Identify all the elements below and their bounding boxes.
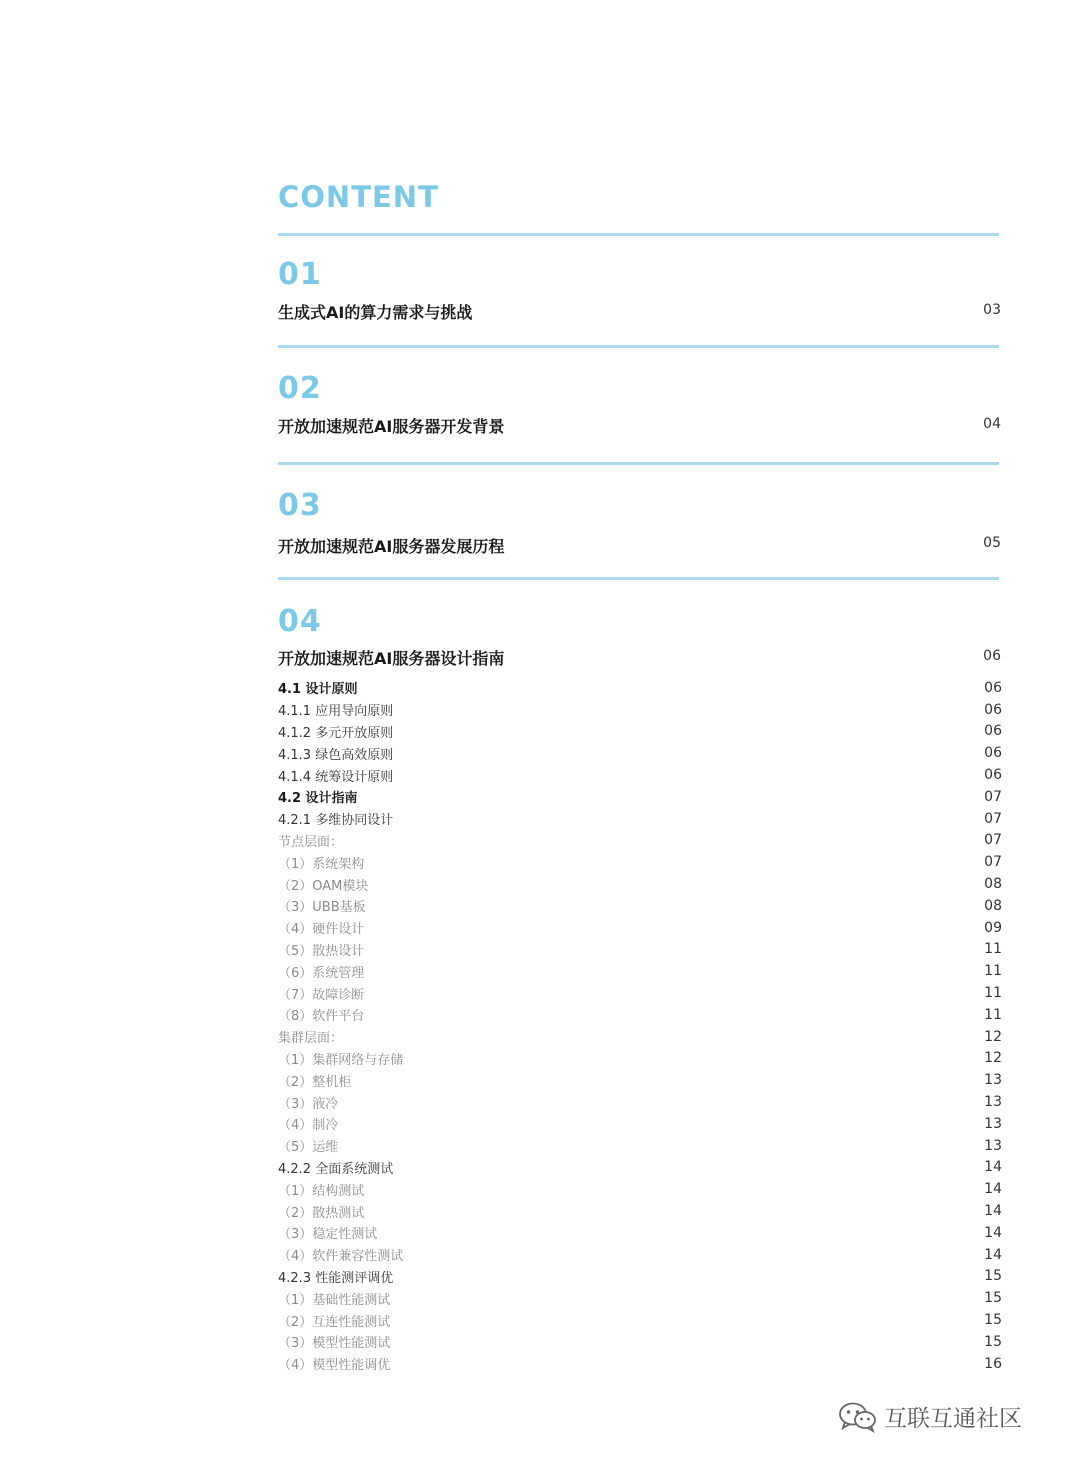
toc-entry-text: 4.1.3 绿色高效原则 [278, 747, 394, 763]
watermark [838, 1400, 1022, 1433]
page-title: CONTENT [278, 180, 439, 214]
toc-entry[interactable] [278, 1004, 1002, 1026]
toc-entry-text: （3）液冷 [278, 1096, 339, 1112]
toc-entry-text: （7）故障诊断 [278, 987, 365, 1003]
toc-entry[interactable] [278, 1353, 1002, 1375]
toc-entry-text: 4.2.2 全面系统测试 [278, 1161, 394, 1177]
toc-entry[interactable] [278, 1113, 1002, 1135]
toc-entry[interactable] [278, 895, 1002, 917]
toc-entry-page: 11 [984, 1006, 1002, 1023]
toc-entry[interactable] [278, 1222, 1002, 1244]
toc-entry-page: 14 [984, 1246, 1002, 1263]
toc-entry-page: 07 [984, 788, 1002, 805]
toc-entry[interactable] [278, 830, 1002, 852]
toc-entry[interactable] [278, 982, 1002, 1004]
toc-entry-text: （8）软件平台 [278, 1009, 365, 1025]
toc-entry[interactable] [278, 1287, 1002, 1309]
toc-entry-text: （3）模型性能测试 [278, 1336, 391, 1352]
toc-entry-text: （5）运维 [278, 1140, 339, 1156]
toc-entry-page: 13 [984, 1072, 1002, 1089]
toc-entry[interactable] [278, 1135, 1002, 1157]
toc-entry-page: 13 [984, 1137, 1002, 1154]
toc-entry-page: 16 [984, 1355, 1002, 1372]
toc-entry-text: （2）OAM模块 [278, 878, 369, 894]
section-page: 05 [983, 535, 1001, 551]
toc-entry[interactable] [278, 1309, 1002, 1331]
toc-entry[interactable] [278, 1178, 1002, 1200]
toc-entry[interactable] [278, 1331, 1002, 1353]
toc-entry-page: 13 [984, 1094, 1002, 1111]
section-title[interactable]: 开放加速规范AI服务器发展历程 [278, 537, 505, 556]
section-page: 03 [983, 302, 1001, 318]
toc-entry-page: 14 [984, 1159, 1002, 1176]
toc-entry[interactable] [278, 808, 1002, 830]
toc-entry-text: 4.2.3 性能测评调优 [278, 1270, 394, 1286]
toc-entry-page: 07 [984, 854, 1002, 871]
toc-entry-page: 09 [984, 919, 1002, 936]
toc-entry[interactable] [278, 786, 1002, 808]
toc-entry[interactable] [278, 764, 1002, 786]
toc-entry-page: 08 [984, 876, 1002, 893]
toc-entry-text: 4.1.4 统筹设计原则 [278, 769, 394, 785]
divider [278, 577, 999, 580]
toc-entry[interactable] [278, 851, 1002, 873]
toc-entry-page: 06 [984, 701, 1002, 718]
toc-entry-text: （1）集群网络与存储 [278, 1052, 404, 1068]
section-number: 03 [278, 488, 322, 523]
toc-entry-page: 06 [984, 679, 1002, 696]
toc-entry[interactable] [278, 721, 1002, 743]
toc-entry[interactable] [278, 917, 1002, 939]
toc-entry[interactable] [278, 939, 1002, 961]
toc-entry-page: 06 [984, 745, 1002, 762]
toc-entry-page: 08 [984, 897, 1002, 914]
toc-entry-text: （6）系统管理 [278, 965, 365, 981]
toc-entry-text: 4.1.1 应用导向原则 [278, 704, 394, 720]
toc-entry[interactable] [278, 873, 1002, 895]
toc-entry[interactable] [278, 1266, 1002, 1288]
toc-entry-text: （2）互连性能测试 [278, 1314, 391, 1330]
toc-entry-text: （2）整机柜 [278, 1074, 352, 1090]
section-number: 04 [278, 604, 322, 639]
divider [278, 462, 999, 465]
toc-entry-page: 11 [984, 941, 1002, 958]
toc-entry-page: 11 [984, 985, 1002, 1002]
toc-entry-page: 11 [984, 963, 1002, 980]
toc-entry-page: 15 [984, 1268, 1002, 1285]
toc-entry-page: 14 [984, 1224, 1002, 1241]
toc-entry-page: 06 [984, 767, 1002, 784]
toc-entry-page: 12 [984, 1028, 1002, 1045]
toc-entry-text: （4）软件兼容性测试 [278, 1249, 404, 1265]
toc-entry[interactable] [278, 1048, 1002, 1070]
toc-entry[interactable] [278, 1157, 1002, 1179]
toc-entry-text: （2）散热测试 [278, 1205, 365, 1221]
section-page: 06 [983, 648, 1001, 664]
toc-entry-page: 14 [984, 1203, 1002, 1220]
toc-entry[interactable] [278, 960, 1002, 982]
section-title[interactable]: 开放加速规范AI服务器设计指南 [278, 649, 505, 668]
toc-entry-page: 07 [984, 810, 1002, 827]
toc-entry-text: 4.1 设计原则 [278, 682, 358, 698]
toc-entry[interactable] [278, 1091, 1002, 1113]
toc-entry-text: （4）硬件设计 [278, 922, 365, 938]
toc-entry-page: 07 [984, 832, 1002, 849]
toc-entry-text: （1）结构测试 [278, 1183, 365, 1199]
toc-entry-page: 15 [984, 1333, 1002, 1350]
toc-entry[interactable] [278, 742, 1002, 764]
toc-entry-text: （1）系统架构 [278, 856, 365, 872]
toc-entry-text: 节点层面： [278, 834, 344, 850]
toc-entry-text: （3）UBB基板 [278, 900, 366, 916]
toc-entry-text: （1）基础性能测试 [278, 1292, 391, 1308]
toc-entry-page: 12 [984, 1050, 1002, 1067]
toc-entry-text: （3）稳定性测试 [278, 1227, 378, 1243]
toc-entry[interactable] [278, 1200, 1002, 1222]
toc-entry-page: 06 [984, 723, 1002, 740]
toc-entry-page: 14 [984, 1181, 1002, 1198]
toc-entry[interactable] [278, 677, 1002, 699]
watermark-text: 互联互通社区 [884, 1406, 1022, 1432]
toc-entry-text: （4）模型性能调优 [278, 1358, 391, 1374]
wechat-icon [838, 1401, 878, 1433]
divider [278, 233, 999, 236]
toc-entry-text: 4.1.2 多元开放原则 [278, 725, 394, 741]
section-page: 04 [983, 416, 1001, 432]
toc-entry-text: （5）散热设计 [278, 943, 365, 959]
toc-entry-page: 15 [984, 1312, 1002, 1328]
toc-entry[interactable] [278, 1244, 1002, 1266]
toc-entry[interactable] [278, 699, 1002, 721]
toc-entries [278, 677, 1002, 1375]
toc-entry-text: 4.2 设计指南 [278, 791, 358, 807]
section-number: 01 [278, 257, 322, 292]
toc-entry-text: 4.2.1 多维协同设计 [278, 813, 394, 829]
section-title[interactable]: 生成式AI的算力需求与挑战 [278, 303, 473, 322]
section-title[interactable]: 开放加速规范AI服务器开发背景 [278, 417, 505, 436]
divider [278, 345, 999, 348]
toc-entry-text: （4）制冷 [278, 1118, 339, 1134]
toc-entry[interactable] [278, 1069, 1002, 1091]
toc-entry[interactable] [278, 1026, 1002, 1048]
section-number: 02 [278, 371, 322, 406]
toc-entry-page: 13 [984, 1115, 1002, 1132]
toc-entry-page: 15 [984, 1290, 1002, 1307]
toc-entry-text: 集群层面： [278, 1031, 344, 1047]
